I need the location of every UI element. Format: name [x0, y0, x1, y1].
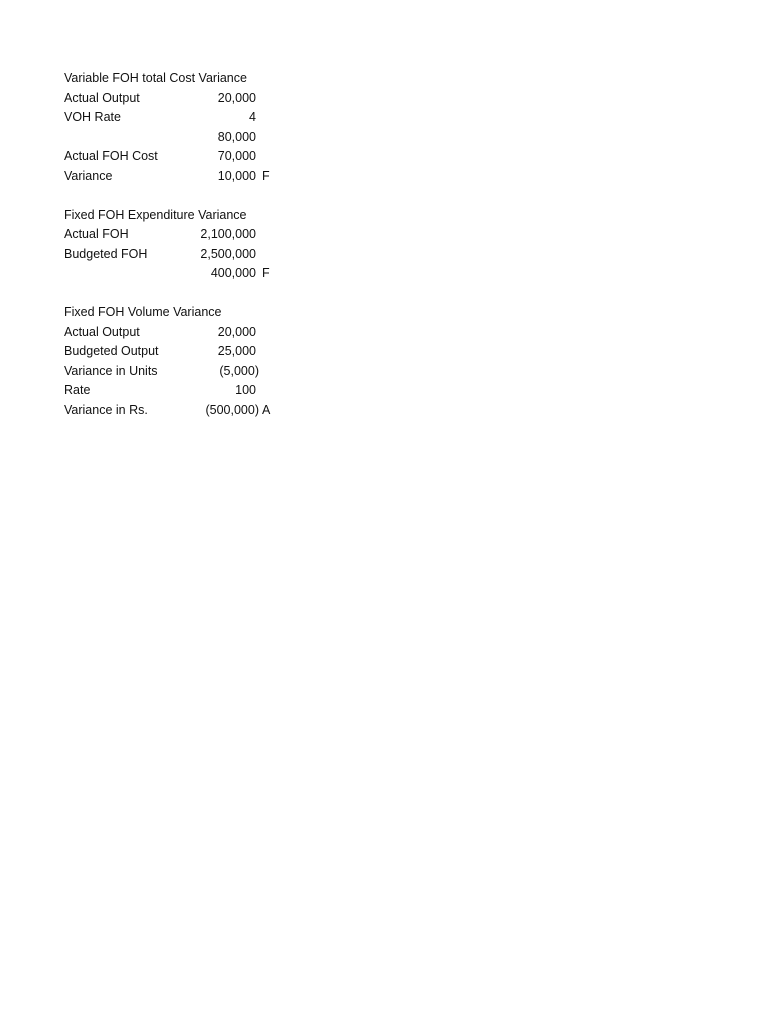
row-label: Actual FOH	[64, 227, 129, 241]
row-label: Budgeted FOH	[64, 246, 148, 261]
row-value: 20,000	[217, 90, 256, 105]
table-row	[64, 264, 324, 284]
section-title-row	[64, 303, 324, 323]
table-row	[64, 362, 324, 382]
row-value: 25,000	[217, 344, 256, 358]
section-title-row	[64, 69, 324, 89]
table-row	[64, 323, 324, 343]
row-label: Variance	[64, 168, 113, 183]
row-value: 100	[235, 383, 256, 397]
variance-flag: A	[262, 402, 271, 417]
row-label: Actual FOH Cost	[64, 149, 158, 163]
table-row	[64, 245, 324, 265]
row-value: 2,100,000	[200, 227, 256, 241]
variance-flag: F	[262, 266, 270, 280]
row-label: Budgeted Output	[64, 344, 159, 358]
row-value: 400,000	[210, 266, 256, 280]
section-title: Fixed FOH Expenditure Variance	[64, 207, 247, 222]
variance-worksheet	[64, 69, 324, 440]
row-value: 80,000	[217, 129, 256, 144]
table-row	[64, 342, 324, 362]
table-row	[64, 89, 324, 109]
table-row	[64, 381, 324, 401]
section-title-row	[64, 206, 324, 226]
variable-foh-section	[64, 69, 324, 186]
section-title: Variable FOH total Cost Variance	[64, 71, 247, 85]
row-label: Variance in Units	[64, 363, 158, 378]
table-row	[64, 128, 324, 148]
variance-flag: F	[262, 168, 270, 183]
table-row	[64, 225, 324, 245]
section-title: Fixed FOH Volume Variance	[64, 305, 222, 319]
row-value: 4	[249, 110, 256, 124]
table-row	[64, 167, 324, 187]
fixed-foh-expenditure-section	[64, 206, 324, 284]
row-label: VOH Rate	[64, 110, 121, 124]
table-row	[64, 401, 324, 421]
row-label: Actual Output	[64, 324, 140, 339]
row-value: 20,000	[217, 324, 256, 339]
row-value: 70,000	[217, 149, 256, 163]
table-row	[64, 108, 324, 128]
row-value: 2,500,000	[200, 246, 256, 261]
fixed-foh-volume-section	[64, 303, 324, 420]
row-value: (500,000)	[205, 402, 259, 417]
row-value: (5,000)	[219, 363, 259, 378]
row-label: Variance in Rs.	[64, 402, 148, 417]
row-label: Rate	[64, 383, 91, 397]
table-row	[64, 147, 324, 167]
row-value: 10,000	[217, 168, 256, 183]
row-label: Actual Output	[64, 90, 140, 105]
